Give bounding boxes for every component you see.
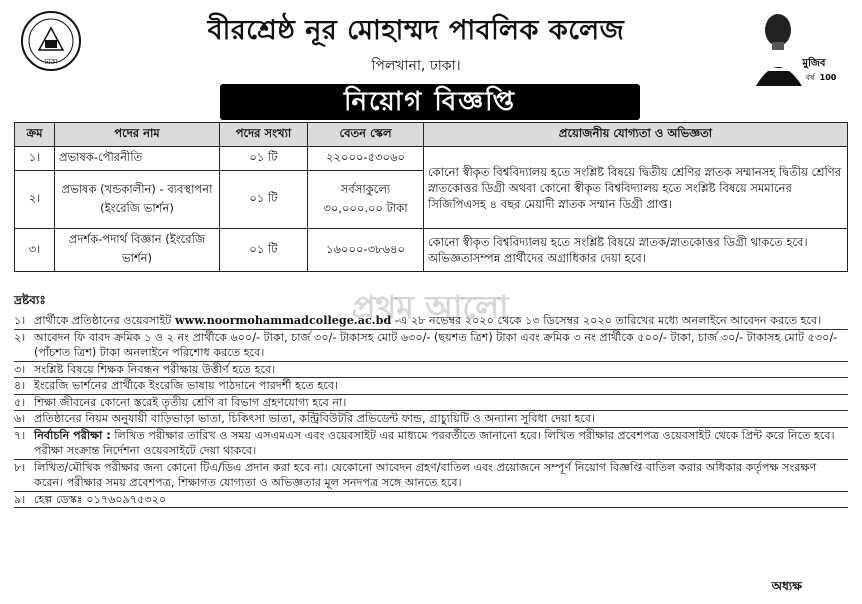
row-qualification: কোনো স্বীকৃত বিশ্ববিদ্যালয় হতে সংশ্লিষ্ট বিষয়ে দ্বিতীয় শ্রেণির স্নাতক সম্মানসহ দ্বিতীয় শ্রেণির স্নাতকোত্তর ডিগ্রী অথবা কোনো স্বীকৃত বিশ্ববিদ্যালয় হতে সংশ্লিষ্ট বিষয়ে সমমানের সিজিপিএসহ ৪ বছর মেয়াদী স্নাতক সম্মান ডিগ্রী প্রাপ্ত। (424, 147, 848, 229)
table-row (15, 229, 848, 272)
principal-signature: অধ্যক্ষ (771, 579, 802, 593)
note-text: সংশ্লিষ্ট বিষয়ে শিক্ষক নিবন্ধন পরীক্ষায় উত্তীর্ণ হতে হবে। (34, 362, 276, 376)
college-seal-icon (20, 10, 82, 72)
note-label: নির্বাচনি পরীক্ষা : (34, 428, 111, 442)
note-item (14, 330, 848, 362)
seal-text: ঢাকা (44, 58, 58, 66)
note-item (14, 395, 848, 412)
college-address: পিলখানা, ঢাকা। (371, 58, 461, 74)
note-number: ৯। (14, 492, 26, 506)
note-number: ৭। (14, 428, 26, 442)
row-post: প্রভাষক-পৌরনীতি (55, 147, 220, 171)
note-text: প্রতিষ্ঠানের নিয়ম অনুযায়ী বাড়িভাড়া ভাতা, চিকিৎসা ভাতা, কন্ট্রিবিউটরি প্রভিডেন্ট ফান্ড, গ্রাচ্যুয়িটি ও অন্যান্য সুবিধা দেয়া হবে। (34, 412, 596, 425)
note-text-part: প্রার্থীকে প্রতিষ্ঠানের ওয়েবসাইট (34, 314, 175, 327)
col-post: পদের নাম (55, 123, 220, 147)
notes-title: দ্রষ্টব্যঃ (14, 293, 46, 307)
badge-line2: বর্ষ (805, 73, 815, 82)
col-salary: বেতন স্কেল (308, 123, 424, 147)
badge-number: 100 (819, 73, 837, 82)
row-qualification: কোনো স্বীকৃত বিশ্ববিদ্যালয় হতে সংশ্লিষ্ট বিষয়ে স্নাতক/স্নাতকোত্তর ডিগ্রী থাকতে হবে। অভিজ্ঞতাসম্পন্ন প্রার্থীদের অগ্রাধিকার দেয়া হবে। (424, 229, 848, 272)
badge-line1: মুজিব (802, 58, 826, 69)
watermark: প্রথম আলো (351, 288, 509, 326)
row-post: প্রভাষক (খন্ডকালীন) - ব্যবস্থাপনা (ইংরেজি ভার্শন) (55, 171, 220, 229)
note-number: ২। (14, 330, 26, 344)
header (14, 6, 848, 92)
note-number: ১। (14, 314, 26, 327)
posts-table (14, 122, 848, 272)
table-header-row (15, 123, 848, 147)
row-post: প্রদর্শক-পদার্থ বিজ্ঞান (ইংরেজি ভার্শন) (55, 229, 220, 272)
row-count: ০১ টি (220, 171, 308, 229)
row-salary: সর্বসাকুল্যে ৩০,০০০.০০ টাকা (308, 171, 424, 229)
banner-title: নিয়োগ বিজ্ঞপ্তি (220, 84, 640, 120)
col-count: পদের সংখ্যা (220, 123, 308, 147)
row-salary: ২২০০০-৫৩০৬০ (308, 147, 424, 171)
note-text: ইংরেজি ভার্শনের প্রার্থীকে ইংরেজি ভাষায় পাঠদানে পারদর্শী হতে হবে। (34, 379, 339, 392)
note-item (14, 460, 848, 492)
col-qualification: প্রয়োজনীয় যোগ্যতা ও অভিজ্ঞতা (424, 123, 848, 147)
col-serial: ক্রম (15, 123, 55, 147)
row-count: ০১ টি (220, 147, 308, 171)
row-salary: ১৬০০০-৩৮৬৪০ (308, 229, 424, 272)
note-item (14, 313, 848, 330)
note-text: লিখিত/মৌখিক পরীক্ষার জন্য কোনো টিএ/ডিএ প্রদান করা হবে না। যেকোনো আবেদন গ্রহণ/বাতিল এবং প্রয়োজনে সম্পূর্ণ নিয়োগ বিজ্ঞপ্তি বাতিল করার অধিকার কর্তৃপক্ষ সংরক্ষণ করেন। পরীক্ষার সময় প্রবেশপত্র, শিক্ষাগত যোগ্যতা ও অভিজ্ঞতার মূল সনদপত্র সঙ্গে আনতে হবে। (34, 460, 817, 489)
website-link[interactable]: www.noormohammadcollege.ac.bd (174, 313, 392, 327)
note-text-part: লিখিত পরীক্ষার তারিখ ও সময় এসএমএস এবং ওয়েবসাইট এর মাধ্যমে পরবর্তীতে জানানো হবে। লিখিত পরীক্ষার প্রবেশপত্র ওয়েবসাইট থেকে প্রিন্ট করে নিতে হবে। পরীক্ষা সংক্রান্ত নির্দেশনা ওয়েবসাইটে দেয়া থাকবে। (34, 428, 835, 457)
row-serial: ১। (15, 147, 55, 171)
note-text: হেল্প ডেস্কঃ ০১৭৬০৯৭৫৩২০ (34, 492, 167, 506)
mujib-borsho-portrait-icon (744, 8, 838, 88)
note-text (34, 313, 848, 329)
notes-section (14, 292, 848, 508)
row-count: ০১ টি (220, 229, 308, 272)
banner (220, 84, 640, 120)
note-text: আবেদন ফি বাবদ ক্রমিক ১ ও ২ নং প্রার্থীকে ৬০০/- টাকা, চার্জ ৩০/- টাকাসহ মোট ৬৩০/- (ছয়শত ত্রিশ) টাকা এবং ক্রমিক ৩ নং প্রার্থীকে ৫০০/- টাকা, চার্জ ৩০/- টাকাসহ মোট ৫৩০/- (পাঁচশত ত্রিশ) টাকা অনলাইনে পরিশোধ করতে হবে। (34, 330, 838, 359)
row-serial: ২। (15, 171, 55, 229)
table-row (15, 147, 848, 171)
note-item (14, 428, 848, 460)
note-number: ৬। (14, 412, 26, 425)
row-serial: ৩। (15, 229, 55, 272)
note-text: শিক্ষা জীবনের কোনো স্তরেই তৃতীয় শ্রেণি বা বিভাগ গ্রহণযোগ্য হবে না। (34, 395, 347, 409)
note-number: ৪। (14, 379, 26, 392)
note-text-part: -এ ২৮ নভেম্বর ২০২০ থেকে ১৩ ডিসেম্বর ২০২০ তারিখের মধ্যে অনলাইনে আবেদন করতে হবে। (391, 314, 822, 327)
note-item (14, 411, 848, 428)
note-item (14, 362, 848, 379)
college-name: বীরশ্রেষ্ঠ নূর মোহাম্মদ পাবলিক কলেজ (207, 15, 625, 46)
note-number: ৮। (14, 460, 26, 474)
note-item (14, 492, 848, 509)
note-text (34, 428, 848, 459)
note-number: ৩। (14, 362, 26, 376)
note-number: ৫। (14, 395, 26, 409)
note-item (14, 378, 848, 395)
